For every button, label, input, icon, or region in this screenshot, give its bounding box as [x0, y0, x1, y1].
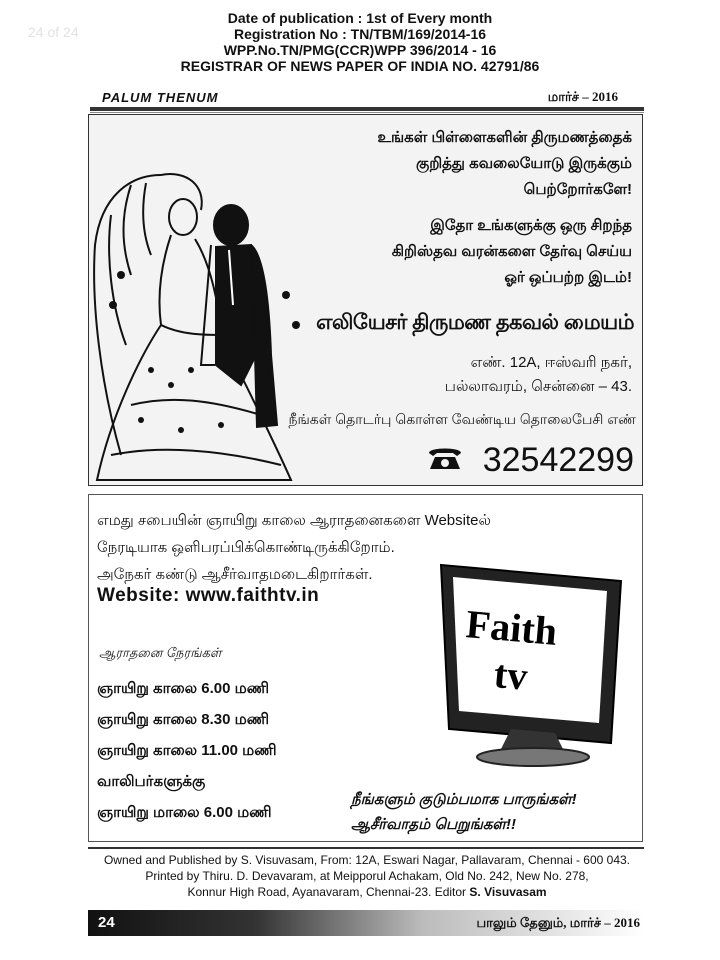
issue-date: மார்ச் – 2016 [547, 89, 618, 104]
parents-message [377, 125, 632, 203]
message-line: இதோ உங்களுக்கு ஒரு சிறந்த [430, 217, 632, 234]
page-footer-bar [88, 910, 644, 936]
message-line: பெற்றோர்களே! [523, 181, 632, 198]
center-address [445, 351, 632, 399]
registration-line: REGISTRAR OF NEWS PAPER OF INDIA NO. 42791/86 [180, 58, 540, 74]
closing-message [351, 787, 577, 837]
publication-name: PALUM THENUM [102, 90, 219, 105]
page-number: 24 [98, 914, 115, 931]
page-counter: 24 of 24 [28, 24, 79, 40]
address-line: எண். 12A, ஈஸ்வரி நகர், [470, 354, 632, 371]
telephone-icon [427, 445, 463, 471]
footer-address: Konnur High Road, Ayanavaram, Chennai-23. Editor [187, 885, 470, 899]
registration-block [0, 10, 720, 74]
faith-tv-ad [88, 494, 643, 842]
intro-line: நேரடியாக ஒளிபரப்பிக்கொண்டிருக்கிறோம். [97, 539, 395, 556]
matrimony-ad [88, 114, 643, 486]
closing-line: நீங்களும் குடும்பமாக பாருங்கள்! [351, 791, 577, 808]
footer-line [0, 884, 720, 900]
service-time: ஞாயிறு காலை 8.30 மணி [97, 711, 270, 728]
intro-line: அநேகர் கண்டு ஆசீர்வாதமடைகிறார்கள். [97, 566, 373, 583]
message-line: உங்கள் பிள்ளைகளின் திருமணத்தைக் [377, 129, 632, 146]
publisher-footer [0, 852, 720, 900]
wedding-couple-illustration [91, 155, 311, 485]
message-line: கிறிஸ்தவ வரன்களை தேர்வு செய்ய [391, 243, 632, 260]
editor-name: S. Visuvasam [469, 885, 547, 899]
service-time: ஞாயிறு காலை 11.00 மணி [97, 742, 277, 759]
broadcast-intro [97, 507, 491, 588]
service-time: ஞாயிறு மாலை 6.00 மணி [97, 804, 272, 821]
website-link[interactable]: Website: www.faithtv.in [97, 585, 320, 606]
tv-title-tv: tv [492, 651, 530, 699]
message-line: குறித்து கவலையோடு இருக்கும் [416, 155, 632, 172]
intro-line: எமது சபையின் ஞாயிறு காலை ஆராதனைகளை Websiteல் [97, 512, 491, 529]
service-times-heading: ஆராதனை நேரங்கள் [99, 645, 222, 660]
header-rule-thin [90, 112, 644, 113]
service-time: ஞாயிறு காலை 6.00 மணி [97, 680, 270, 697]
registration-line: Registration No : TN/TBM/169/2014-16 [233, 26, 487, 42]
footer-line: Printed by Thiru. D. Devavaram, at Meipporul Achakam, Old No. 242, New No. 278, [145, 869, 589, 883]
tv-monitor-illustration [435, 557, 631, 769]
address-line: பல்லாவரம், சென்னை – 43. [444, 378, 632, 395]
footer-rule [88, 847, 644, 849]
message-line: ஓர் ஒப்பற்ற இடம்! [504, 269, 632, 286]
tv-title-faith: Faith [464, 601, 559, 654]
footer-line: Owned and Published by S. Visuvasam, From: 12A, Eswari Nagar, Pallavaram, Chennai - 600 043. [103, 853, 631, 867]
contact-label: நீங்கள் தொடர்பு கொள்ள வேண்டிய தொலைபேசி எண் [288, 411, 636, 427]
footer-issue-label: பாலும் தேனும், மார்ச் – 2016 [476, 915, 640, 930]
phone-number: 32542299 [482, 441, 634, 479]
service-times [97, 673, 277, 828]
registration-line: WPP.No.TN/PMG(CCR)WPP 396/2014 - 16 [223, 42, 497, 58]
header-rule [90, 107, 644, 111]
center-name: எலியேசர் திருமண தகவல் மையம் [316, 311, 634, 334]
closing-line: ஆசீர்வாதம் பெறுங்கள்!! [351, 816, 516, 833]
offer-message [392, 213, 632, 291]
service-time: வாலிபர்களுக்கு [97, 773, 206, 790]
registration-line: Date of publication : 1st of Every month [227, 10, 493, 26]
